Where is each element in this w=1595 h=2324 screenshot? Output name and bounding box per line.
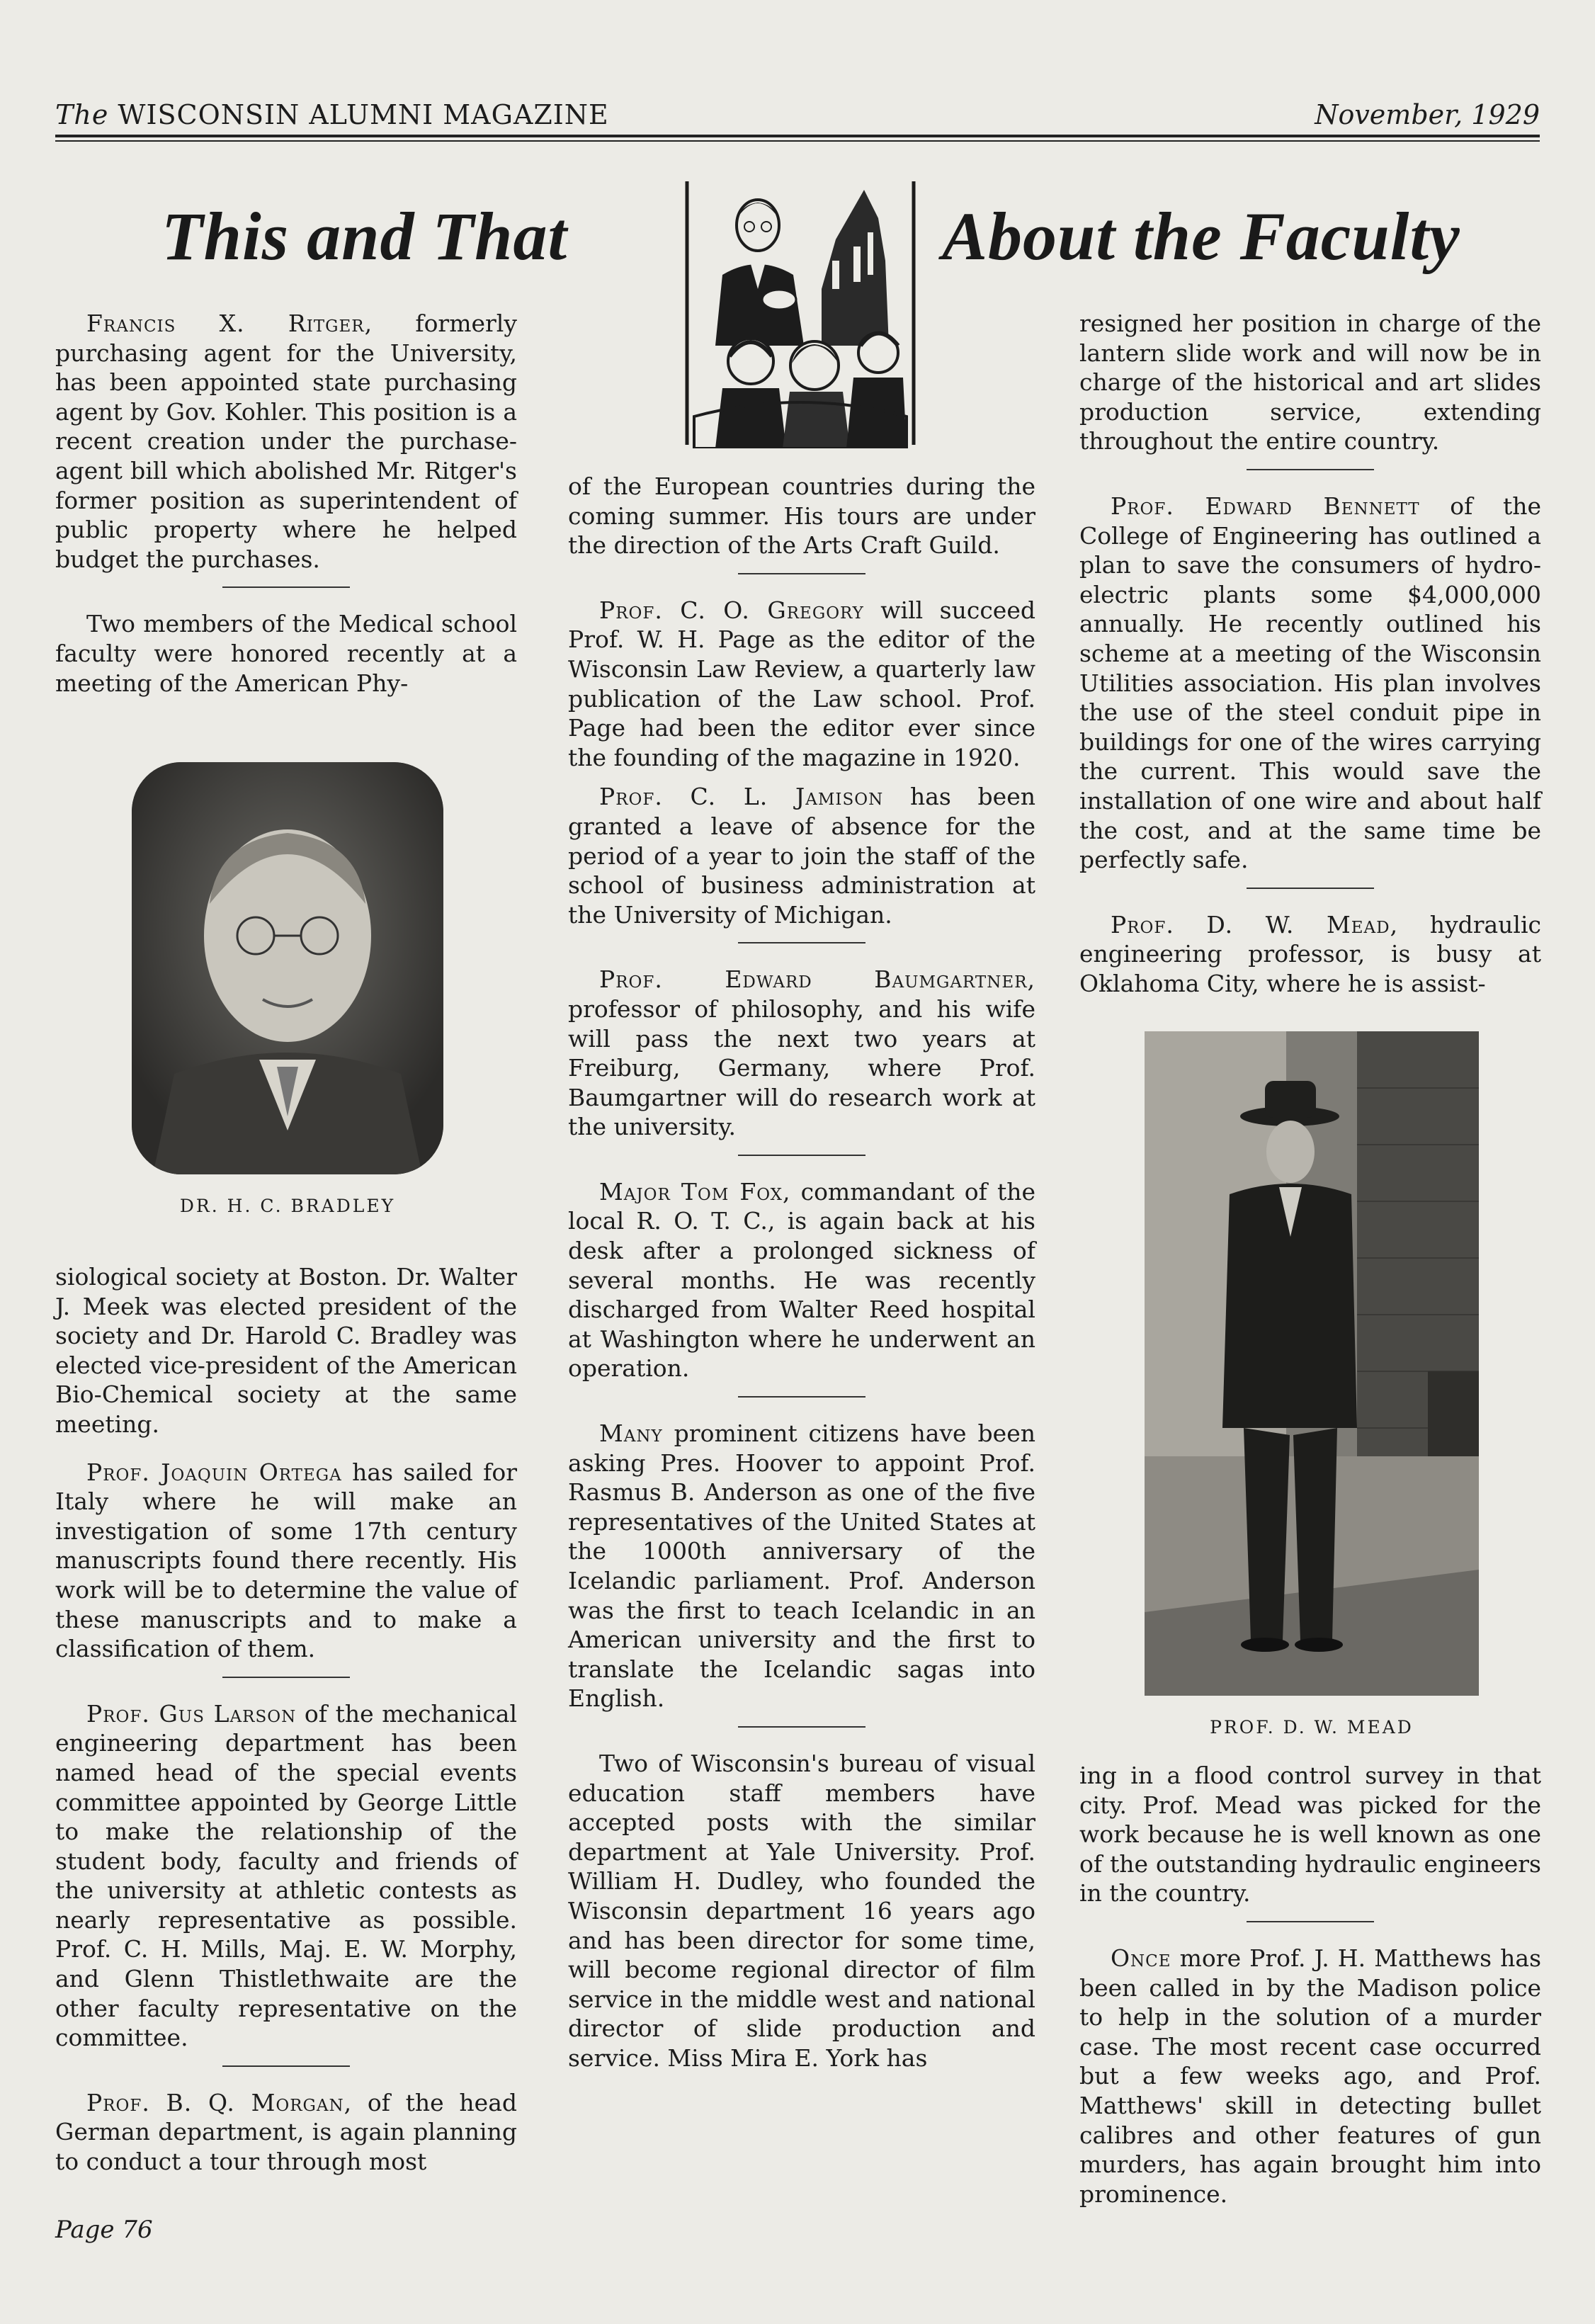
ortega-paragraph <box>55 1458 517 1664</box>
jamison-paragraph <box>568 782 1035 929</box>
paragraph-text: prominent citizens have been asking Pres. Hoover to appoint Prof. Rasmus B. Anderson as one of the five representatives of the United States at the 1000th anniversary of the Icelandic parliament. Prof. Anderson was the first to teach Icelandic in an American university and the first to translate the Icelandic sagas into English. <box>568 1419 1035 1713</box>
fox-paragraph <box>568 1177 1035 1383</box>
morgan-paragraph <box>55 2088 517 2177</box>
mead-caption: PROF. D. W. MEAD <box>1210 1717 1414 1738</box>
column-1-continued <box>55 1262 517 2177</box>
person-name: Prof. Joaquin Ortega <box>86 1458 342 1486</box>
lecture-illustration <box>673 176 928 448</box>
person-name: Prof. Edward Bennett <box>1111 492 1420 520</box>
lecturer-head-icon <box>737 200 779 251</box>
student-head-icon <box>728 339 773 384</box>
paragraph-text: professor of philosophy, and his wife will pass the next two years at Freiburg, Germany, where Prof. Baumgartner will do research work at the university. <box>568 994 1035 1141</box>
paragraph-text: of the College of Engineering has outlined a plan to save the consumers of hydro-electric plants some $4,000,000 annually. He recently outlined his scheme at a meeting of the Wisconsin Utilities association. His plan involves the use of the steel conduit pipe in buildings for one of the wires carrying the current. This would save the installation of one wire and about half the cost, and at the same time be perfectly safe. <box>1079 492 1541 874</box>
person-name: Prof. C. O. Gregory <box>599 596 864 624</box>
mead-paragraph <box>1079 910 1541 999</box>
person-name: Once <box>1111 1944 1171 1972</box>
divider <box>1247 1921 1374 1922</box>
paragraph-text: has sailed for Italy where he will make an investigation of some 17th century manuscripts found there recently. His work will be to determine the value of these manuscripts and to make a classification of them. <box>55 1458 518 1663</box>
divider <box>738 1726 865 1728</box>
paragraph-text: of the head German department, is again planning to conduct a tour through most <box>55 2088 517 2176</box>
person-name: Prof. Edward Baumgartner, <box>599 965 1035 994</box>
dudley-paragraph: Two of Wisconsin's bureau of visual education staff members have accepted posts with the similar department at Yale University. Prof. William H. Dudley, who founded the Wisconsin department 16 years ago and has been director for some time, will become regional director of film service in the middle west and national director of slide production and service. Miss Mira E. York has <box>568 1749 1035 2072</box>
matthews-paragraph <box>1079 1944 1541 2209</box>
mead-paragraph-cont: ing in a flood control survey in that city. Prof. Mead was picked for the work because he is well known as one of the outstanding hydraulic engineers in the country. <box>1079 1762 1541 1908</box>
divider <box>738 573 865 574</box>
york-paragraph: resigned her position in charge of the lantern slide work and will now be in charge of the historical and art slides production service, extending throughout the entire country. <box>1079 310 1541 455</box>
anderson-paragraph <box>568 1419 1035 1713</box>
person-name: Many <box>599 1419 663 1448</box>
student-head-icon <box>790 341 839 390</box>
person-name: Prof. B. Q. Morgan, <box>86 2088 353 2116</box>
paragraph-text: has been granted a leave of absence for the period of a year to join the staff of the school of business administration at the University of Michigan. <box>568 783 1035 929</box>
title-left: This and That <box>161 198 568 274</box>
gregory-paragraph <box>568 596 1035 773</box>
paragraph-text: of the mechanical engineering department has been named head of the special events committee appointed by George Little to make the relationship of the student body, faculty and friends of the university at athletic contests as nearly representative as possible. Prof. C. H. Mills, Maj. E. W. Morphy, and Glenn Thistlethwaite are the other faculty representative on the committee. <box>55 1699 518 2052</box>
issue-date: November, 1929 <box>1315 99 1540 130</box>
person-name: Francis X. Ritger, <box>86 310 373 337</box>
divider <box>1247 888 1374 889</box>
magazine-name: WISCONSIN ALUMNI MAGAZINE <box>118 99 609 130</box>
bradley-photo <box>132 762 443 1174</box>
divider <box>222 2065 350 2067</box>
page-number: Page 76 <box>55 2216 153 2244</box>
ritger-paragraph <box>55 309 517 574</box>
person-name: Prof. D. W. Mead, <box>1111 910 1399 939</box>
person-name: Major Tom Fox, <box>599 1177 791 1206</box>
paragraph-text: commandant of the local R. O. T. C., is again back at his desk after a prolonged sickness of several months. He was recently discharged from Walter Reed hospital at Washington where he underwent an operation. <box>568 1177 1035 1383</box>
column-2 <box>568 472 1035 2073</box>
column-1 <box>55 309 517 698</box>
paragraph-text: will succeed Prof. W. H. Page as the editor of the Wisconsin Law Review, a quarterly law publication of the Law school. Prof. Page had been the editor ever since the founding of the magazine in 1920. <box>568 596 1035 771</box>
divider <box>738 942 865 943</box>
magazine-header <box>55 99 609 130</box>
column-3-continued <box>1079 1761 1541 2209</box>
divider <box>222 1677 350 1678</box>
header-rule-thin <box>55 140 1540 142</box>
person-name: Prof. Gus Larson <box>86 1699 297 1728</box>
divider <box>1247 469 1374 470</box>
bennett-paragraph <box>1079 492 1541 875</box>
baumgartner-paragraph <box>568 965 1035 1142</box>
medical-paragraph-cont: siological society at Boston. Dr. Walter J. Meek was elected president of the society and Dr. Harold C. Bradley was elected vice-president of the American Bio-Chemical society at the same meeting. <box>55 1263 517 1438</box>
bradley-caption: DR. H. C. BRADLEY <box>179 1196 396 1216</box>
header-rule <box>55 135 1540 137</box>
divider <box>738 1155 865 1156</box>
paragraph-text: hydraulic engineering professor, is busy at Oklahoma City, where he is assist- <box>1079 910 1542 997</box>
paragraph-text: formerly purchasing agent for the University, has been appointed state purchasing agent by Gov. Kohler. This position is a recent creation under the purchase-agent bill which abolished Mr. Ritger's former position as superintendent of public property where he helped budget the purchases. <box>55 310 517 573</box>
larson-paragraph <box>55 1699 517 2053</box>
medical-paragraph: Two members of the Medical school faculty were honored recently at a meeting of the American Phy- <box>55 610 517 697</box>
person-name: Prof. C. L. Jamison <box>599 783 884 811</box>
divider <box>738 1396 865 1398</box>
paragraph-text: more Prof. J. H. Matthews has been called in by the Madison police to help in the solution of a murder case. The most recent case occurred but a few weeks ago, and Prof. Matthews' skill in detecting bullet calibres and other features of gun murders, has again brought him into prominence. <box>1079 1944 1541 2208</box>
morgan-paragraph-cont: of the European countries during the coming summer. His tours are under the direction of the Arts Craft Guild. <box>568 472 1035 560</box>
book-icon <box>762 290 796 310</box>
divider <box>222 586 350 588</box>
header-the: The <box>55 99 109 130</box>
column-3 <box>1079 309 1541 998</box>
man-face-icon <box>1266 1121 1315 1183</box>
mead-photo <box>1145 1031 1479 1696</box>
title-right: About the Faculty <box>942 198 1460 274</box>
